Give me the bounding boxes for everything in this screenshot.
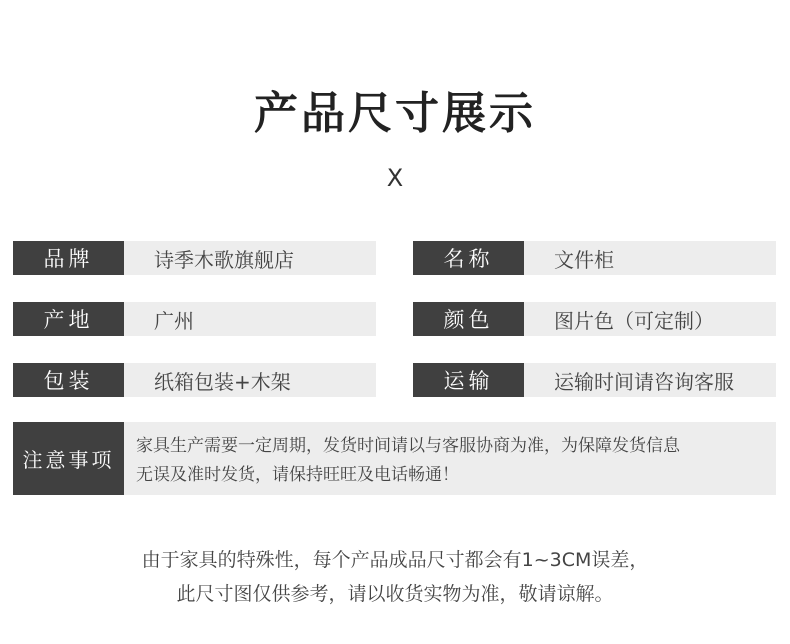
spec-label: 运输	[413, 363, 524, 397]
spec-row-origin	[13, 302, 376, 336]
spec-value: 广州	[154, 308, 194, 333]
size-disclaimer	[0, 543, 790, 611]
spec-label: 颜色	[413, 302, 524, 336]
notice-text	[124, 422, 776, 495]
spec-value: 文件柜	[554, 247, 614, 272]
spec-label: 产地	[13, 302, 124, 336]
spec-row-color	[413, 302, 776, 336]
spec-label: 包装	[13, 363, 124, 397]
notice-line: 无误及准时发货，请保持旺旺及电话畅通！	[136, 465, 459, 485]
spec-label: 品牌	[13, 241, 124, 275]
dimension-subtitle: X	[386, 164, 404, 192]
spec-row-shipping	[413, 363, 776, 397]
notice-label: 注意事项	[13, 422, 124, 495]
spec-value: 纸箱包装+木架	[154, 369, 291, 394]
spec-value: 诗季木歌旗舰店	[154, 247, 294, 272]
spec-value: 运输时间请咨询客服	[554, 369, 734, 394]
page-title: 产品尺寸展示	[254, 88, 536, 139]
notice-line: 家具生产需要一定周期，发货时间请以与客服协商为准，为保障发货信息	[136, 436, 680, 456]
spec-label: 名称	[413, 241, 524, 275]
notice-box	[13, 422, 776, 495]
spec-row-packaging	[13, 363, 376, 397]
spec-row-name	[413, 241, 776, 275]
spec-value: 图片色（可定制）	[554, 308, 714, 333]
disclaimer-line: 由于家具的特殊性，每个产品成品尺寸都会有1~3CM误差，	[141, 549, 649, 571]
spec-row-brand	[13, 241, 376, 275]
disclaimer-line: 此尺寸图仅供参考，请以收货实物为准，敬请谅解。	[176, 583, 614, 605]
